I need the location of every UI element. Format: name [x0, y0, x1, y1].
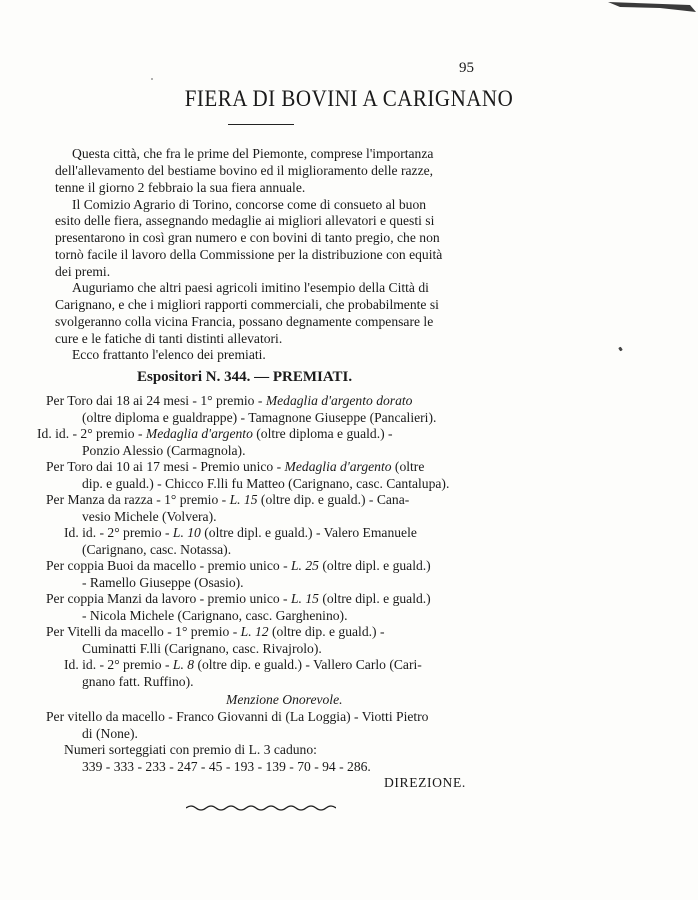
text-line: tenne il giorno 2 febbraio la sua fiera annuale. [55, 180, 306, 195]
award-line: Cuminatti F.lli (Carignano, casc. Rivajrolo). [82, 641, 322, 656]
ink-speck [618, 347, 623, 352]
award-line: Per Manza da razza - 1° premio - L. 15 (oltre dip. e guald.) - Cana- [46, 492, 410, 507]
text-line: dei premi. [55, 264, 111, 279]
text-line: Questa città, che fra le prime del Piemonte, comprese l'importanza [72, 146, 434, 161]
section-subheading: Espositori N. 344. — PREMIATI. [137, 369, 353, 385]
award-line: - Nicola Michele (Carignano, casc. Garghenino). [82, 608, 348, 623]
page-title: FIERA DI BOVINI A CARIGNANO [184, 84, 514, 112]
award-line: Id. id. - 2° premio - Medaglia d'argento (oltre diploma e guald.) - [37, 426, 393, 441]
lottery-numbers: 339 - 333 - 233 - 247 - 45 - 193 - 139 - 70 - 94 - 286. [82, 759, 371, 774]
text-line: svolgeranno colla vicina Francia, possano degnamente compensare le [55, 314, 434, 329]
award-line: Ponzio Alessio (Carmagnola). [82, 443, 246, 458]
award-line: - Ramello Giuseppe (Osasio). [82, 575, 244, 590]
award-line: Id. id. - 2° premio - L. 8 (oltre dip. e guald.) - Vallero Carlo (Cari- [64, 657, 422, 672]
award-line: Per Vitelli da macello - 1° premio - L. 12 (oltre dip. e guald.) - [46, 624, 385, 639]
award-line: Per Toro dai 10 ai 17 mesi - Premio unico - Medaglia d'argento (oltre [46, 459, 425, 474]
award-line: (oltre diploma e gualdrappe) - Tamagnone Giuseppe (Pancalieri). [82, 410, 437, 425]
award-line: Per coppia Buoi da macello - premio unico - L. 25 (oltre dipl. e guald.) [46, 558, 431, 573]
text-line: cure e le fatiche di tanti distinti allevatori. [55, 331, 283, 346]
award-line: vesio Michele (Volvera). [82, 509, 217, 524]
signature: DIREZIONE. [384, 775, 466, 790]
award-line: Per vitello da macello - Franco Giovanni di (La Loggia) - Viotti Pietro [46, 709, 429, 724]
title-rule [228, 124, 294, 125]
award-line: dip. e guald.) - Chicco F.lli fu Matteo (Carignano, casc. Cantalupa). [82, 476, 450, 491]
text-line: Ecco frattanto l'elenco dei premiati. [72, 347, 266, 362]
award-line: Id. id. - 2° premio - L. 10 (oltre dipl. e guald.) - Valero Emanuele [64, 525, 417, 540]
ink-speck [151, 78, 153, 80]
award-line: Per coppia Manzi da lavoro - premio unico - L. 15 (oltre dipl. e guald.) [46, 591, 431, 606]
text-line: Carignano, e che i migliori rapporti commerciali, che probabilmente si [55, 297, 439, 312]
text-line: tornò facile il lavoro della Commissione per la distribuzione con equità [55, 247, 443, 262]
honorable-mention-heading: Menzione Onorevole. [226, 692, 343, 707]
award-line: di (None). [82, 726, 138, 741]
corner-ink-mark [600, 0, 698, 16]
text-line: Il Comizio Agrario di Torino, concorse come di consueto al buon [72, 197, 427, 212]
text-line: presentarono in così gran numero e con bovini di tanto pregio, che non [55, 230, 440, 245]
award-line: gnano fatt. Ruffino). [82, 674, 194, 689]
text-line: dell'allevamento del bestiame bovino ed il miglioramento delle razze, [55, 163, 434, 178]
text-line: Auguriamo che altri paesi agricoli imitino l'esempio della Città di [72, 280, 429, 295]
page-number: 95 [459, 60, 474, 76]
ornamental-wavy-rule [186, 803, 336, 813]
award-line: Per Toro dai 18 ai 24 mesi - 1° premio - Medaglia d'argento dorato [46, 393, 413, 408]
award-line: (Carignano, casc. Notassa). [82, 542, 232, 557]
text-line: esito delle fiera, assegnando medaglie ai migliori allevatori e questi si [55, 213, 435, 228]
lottery-line: Numeri sorteggiati con premio di L. 3 caduno: [64, 742, 317, 757]
